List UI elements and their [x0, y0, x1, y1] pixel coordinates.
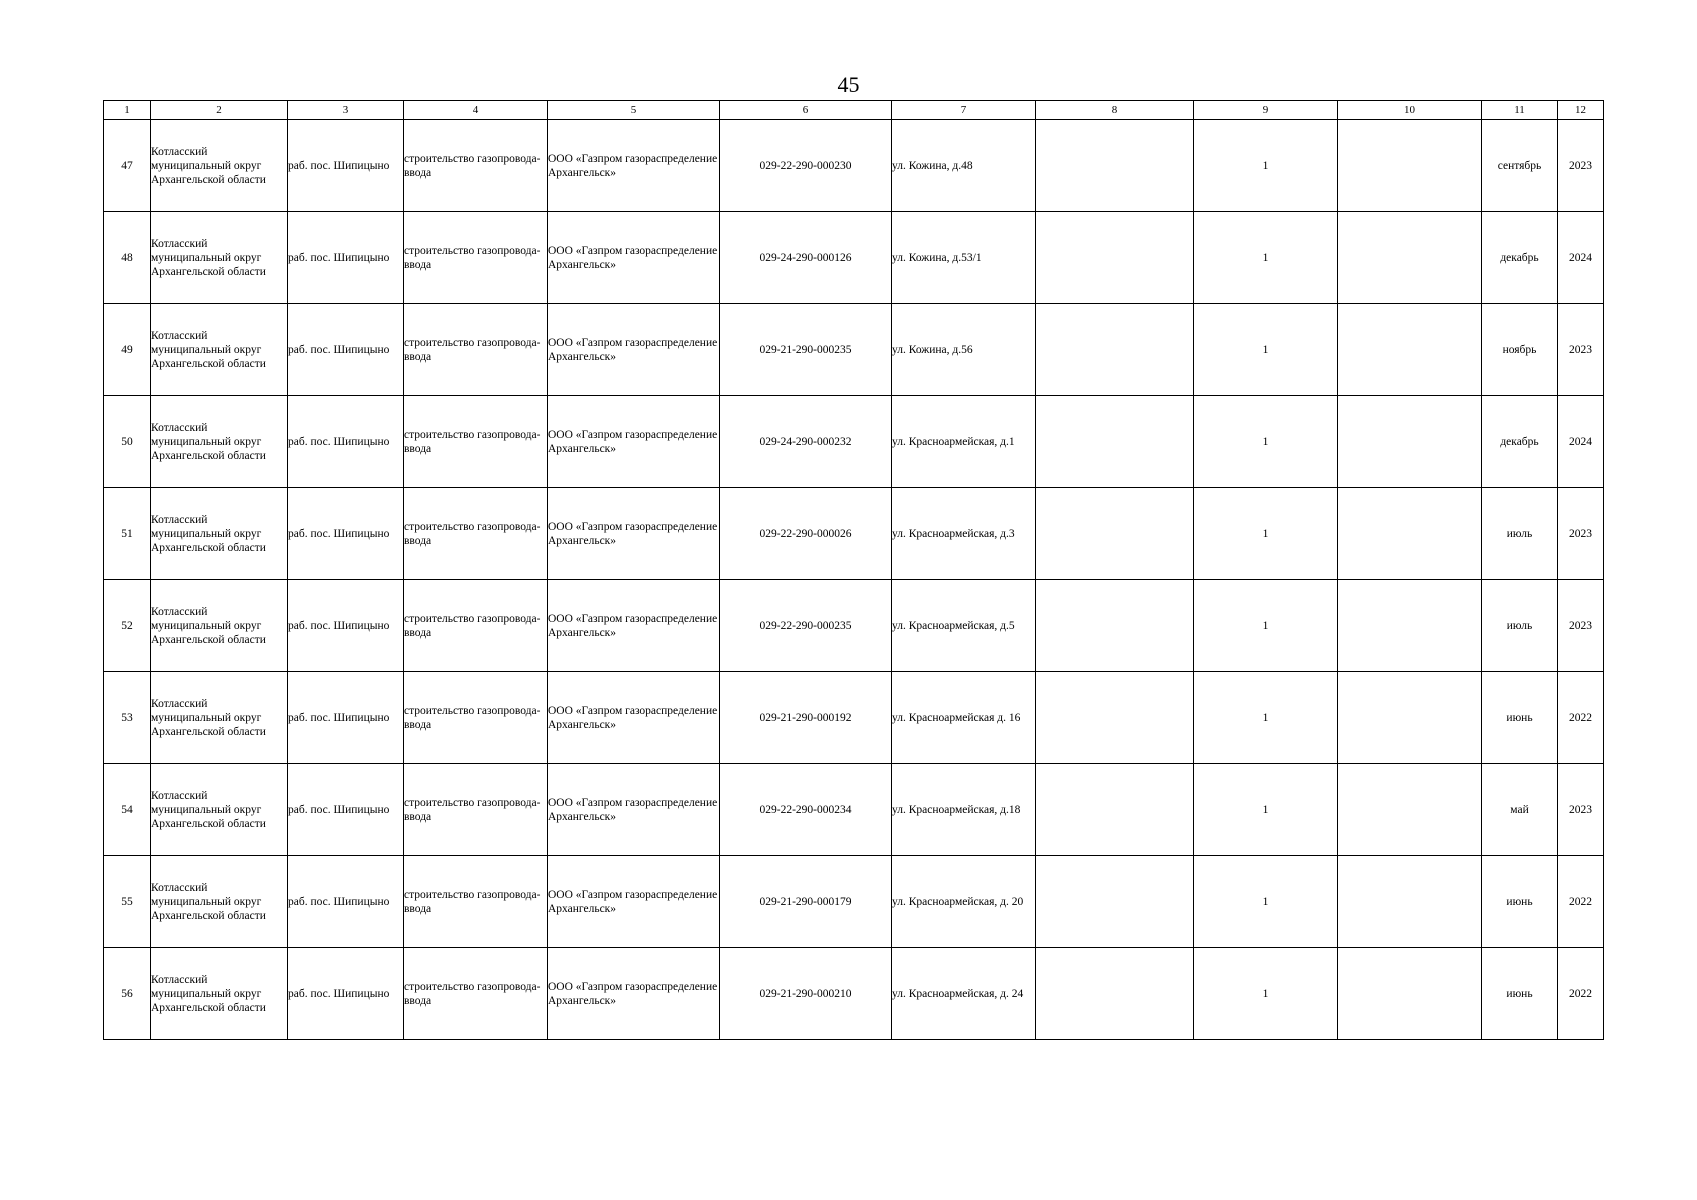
district-cell: Котласский муниципальный округ Архангельской области: [151, 304, 288, 396]
object-code-cell: 029-21-290-000179: [720, 856, 892, 948]
settlement-cell: раб. пос. Шипицыно: [288, 488, 404, 580]
column-8-cell: [1036, 488, 1194, 580]
column-10-cell: [1338, 948, 1482, 1040]
quantity-cell: 1: [1194, 856, 1338, 948]
quantity-cell: 1: [1194, 120, 1338, 212]
object-code-cell: 029-22-290-000234: [720, 764, 892, 856]
organization-cell: ООО «Газпром газораспределение Архангельск»: [548, 120, 720, 212]
month-cell: июль: [1482, 580, 1558, 672]
table-row: [104, 304, 1604, 396]
year-cell: 2022: [1558, 856, 1604, 948]
quantity-cell: 1: [1194, 488, 1338, 580]
organization-cell: ООО «Газпром газораспределение Архангельск»: [548, 672, 720, 764]
quantity-cell: 1: [1194, 304, 1338, 396]
month-cell: июнь: [1482, 672, 1558, 764]
organization-cell: ООО «Газпром газораспределение Архангельск»: [548, 580, 720, 672]
table-row: [104, 212, 1604, 304]
district-cell: Котласский муниципальный округ Архангельской области: [151, 488, 288, 580]
organization-cell: ООО «Газпром газораспределение Архангельск»: [548, 396, 720, 488]
row-number-cell: 50: [104, 396, 151, 488]
settlement-cell: раб. пос. Шипицыно: [288, 120, 404, 212]
table-row: [104, 948, 1604, 1040]
month-cell: июль: [1482, 488, 1558, 580]
column-number-cell: 11: [1482, 101, 1558, 120]
year-cell: 2023: [1558, 580, 1604, 672]
district-cell: Котласский муниципальный округ Архангельской области: [151, 764, 288, 856]
address-cell: ул. Красноармейская, д.3: [892, 488, 1036, 580]
row-number-cell: 51: [104, 488, 151, 580]
column-10-cell: [1338, 764, 1482, 856]
row-number-cell: 47: [104, 120, 151, 212]
address-cell: ул. Кожина, д.48: [892, 120, 1036, 212]
column-10-cell: [1338, 120, 1482, 212]
table-row: [104, 856, 1604, 948]
quantity-cell: 1: [1194, 948, 1338, 1040]
address-cell: ул. Красноармейская, д.1: [892, 396, 1036, 488]
work-type-cell: строительство газопровода-ввода: [404, 580, 548, 672]
work-type-cell: строительство газопровода-ввода: [404, 856, 548, 948]
work-type-cell: строительство газопровода-ввода: [404, 120, 548, 212]
quantity-cell: 1: [1194, 580, 1338, 672]
month-cell: декабрь: [1482, 212, 1558, 304]
column-number-cell: 9: [1194, 101, 1338, 120]
row-number-cell: 49: [104, 304, 151, 396]
column-number-row: [104, 101, 1604, 120]
quantity-cell: 1: [1194, 672, 1338, 764]
year-cell: 2024: [1558, 212, 1604, 304]
year-cell: 2023: [1558, 304, 1604, 396]
district-cell: Котласский муниципальный округ Архангельской области: [151, 212, 288, 304]
month-cell: декабрь: [1482, 396, 1558, 488]
column-number-cell: 6: [720, 101, 892, 120]
row-number-cell: 55: [104, 856, 151, 948]
settlement-cell: раб. пос. Шипицыно: [288, 764, 404, 856]
column-number-cell: 12: [1558, 101, 1604, 120]
district-cell: Котласский муниципальный округ Архангельской области: [151, 856, 288, 948]
row-number-cell: 56: [104, 948, 151, 1040]
work-type-cell: строительство газопровода-ввода: [404, 948, 548, 1040]
work-type-cell: строительство газопровода-ввода: [404, 304, 548, 396]
column-10-cell: [1338, 396, 1482, 488]
column-8-cell: [1036, 304, 1194, 396]
column-8-cell: [1036, 856, 1194, 948]
object-code-cell: 029-21-290-000210: [720, 948, 892, 1040]
settlement-cell: раб. пос. Шипицыно: [288, 212, 404, 304]
column-8-cell: [1036, 212, 1194, 304]
object-code-cell: 029-22-290-000026: [720, 488, 892, 580]
year-cell: 2023: [1558, 764, 1604, 856]
column-10-cell: [1338, 672, 1482, 764]
month-cell: май: [1482, 764, 1558, 856]
year-cell: 2023: [1558, 488, 1604, 580]
row-number-cell: 52: [104, 580, 151, 672]
column-number-cell: 8: [1036, 101, 1194, 120]
column-8-cell: [1036, 580, 1194, 672]
district-cell: Котласский муниципальный округ Архангельской области: [151, 396, 288, 488]
settlement-cell: раб. пос. Шипицыно: [288, 396, 404, 488]
column-number-cell: 10: [1338, 101, 1482, 120]
address-cell: ул. Кожина, д.53/1: [892, 212, 1036, 304]
table-row: [104, 396, 1604, 488]
settlement-cell: раб. пос. Шипицыно: [288, 948, 404, 1040]
register-table: [103, 100, 1604, 1040]
column-8-cell: [1036, 120, 1194, 212]
address-cell: ул. Красноармейская, д.5: [892, 580, 1036, 672]
organization-cell: ООО «Газпром газораспределение Архангельск»: [548, 856, 720, 948]
table-body: [104, 101, 1604, 1040]
object-code-cell: 029-24-290-000126: [720, 212, 892, 304]
column-10-cell: [1338, 304, 1482, 396]
object-code-cell: 029-21-290-000192: [720, 672, 892, 764]
organization-cell: ООО «Газпром газораспределение Архангельск»: [548, 304, 720, 396]
month-cell: сентябрь: [1482, 120, 1558, 212]
address-cell: ул. Кожина, д.56: [892, 304, 1036, 396]
work-type-cell: строительство газопровода-ввода: [404, 672, 548, 764]
column-number-cell: 7: [892, 101, 1036, 120]
work-type-cell: строительство газопровода-ввода: [404, 764, 548, 856]
settlement-cell: раб. пос. Шипицыно: [288, 672, 404, 764]
quantity-cell: 1: [1194, 764, 1338, 856]
column-10-cell: [1338, 488, 1482, 580]
object-code-cell: 029-21-290-000235: [720, 304, 892, 396]
month-cell: июнь: [1482, 948, 1558, 1040]
column-number-cell: 1: [104, 101, 151, 120]
work-type-cell: строительство газопровода-ввода: [404, 212, 548, 304]
object-code-cell: 029-22-290-000235: [720, 580, 892, 672]
column-number-cell: 3: [288, 101, 404, 120]
column-8-cell: [1036, 672, 1194, 764]
month-cell: ноябрь: [1482, 304, 1558, 396]
row-number-cell: 48: [104, 212, 151, 304]
settlement-cell: раб. пос. Шипицыно: [288, 304, 404, 396]
address-cell: ул. Красноармейская, д. 20: [892, 856, 1036, 948]
year-cell: 2024: [1558, 396, 1604, 488]
work-type-cell: строительство газопровода-ввода: [404, 396, 548, 488]
column-10-cell: [1338, 580, 1482, 672]
quantity-cell: 1: [1194, 212, 1338, 304]
column-8-cell: [1036, 396, 1194, 488]
year-cell: 2022: [1558, 672, 1604, 764]
month-cell: июнь: [1482, 856, 1558, 948]
organization-cell: ООО «Газпром газораспределение Архангельск»: [548, 212, 720, 304]
row-number-cell: 53: [104, 672, 151, 764]
year-cell: 2022: [1558, 948, 1604, 1040]
work-type-cell: строительство газопровода-ввода: [404, 488, 548, 580]
column-8-cell: [1036, 948, 1194, 1040]
column-10-cell: [1338, 856, 1482, 948]
quantity-cell: 1: [1194, 396, 1338, 488]
object-code-cell: 029-22-290-000230: [720, 120, 892, 212]
column-number-cell: 2: [151, 101, 288, 120]
address-cell: ул. Красноармейская, д.18: [892, 764, 1036, 856]
table-row: [104, 488, 1604, 580]
column-8-cell: [1036, 764, 1194, 856]
district-cell: Котласский муниципальный округ Архангельской области: [151, 948, 288, 1040]
column-number-cell: 4: [404, 101, 548, 120]
district-cell: Котласский муниципальный округ Архангельской области: [151, 580, 288, 672]
district-cell: Котласский муниципальный округ Архангельской области: [151, 120, 288, 212]
organization-cell: ООО «Газпром газораспределение Архангельск»: [548, 764, 720, 856]
object-code-cell: 029-24-290-000232: [720, 396, 892, 488]
row-number-cell: 54: [104, 764, 151, 856]
table-row: [104, 672, 1604, 764]
district-cell: Котласский муниципальный округ Архангельской области: [151, 672, 288, 764]
table-row: [104, 580, 1604, 672]
settlement-cell: раб. пос. Шипицыно: [288, 580, 404, 672]
address-cell: ул. Красноармейская д. 16: [892, 672, 1036, 764]
settlement-cell: раб. пос. Шипицыно: [288, 856, 404, 948]
year-cell: 2023: [1558, 120, 1604, 212]
table-row: [104, 120, 1604, 212]
column-10-cell: [1338, 212, 1482, 304]
column-number-cell: 5: [548, 101, 720, 120]
page-number: 45: [837, 72, 860, 97]
organization-cell: ООО «Газпром газораспределение Архангельск»: [548, 948, 720, 1040]
organization-cell: ООО «Газпром газораспределение Архангельск»: [548, 488, 720, 580]
table-row: [104, 764, 1604, 856]
address-cell: ул. Красноармейская, д. 24: [892, 948, 1036, 1040]
